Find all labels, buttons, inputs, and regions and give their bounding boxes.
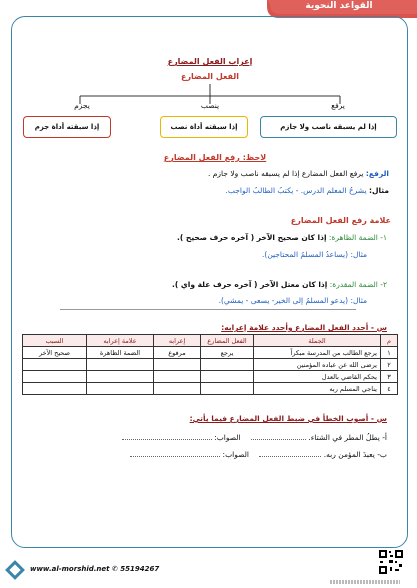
col-num: م xyxy=(381,335,398,347)
marfu-rule-prefix: الرفع: xyxy=(365,169,389,178)
row-sign[interactable] xyxy=(87,359,154,371)
row-verb[interactable] xyxy=(201,359,254,371)
item-a-answer-field[interactable] xyxy=(122,439,212,440)
table-header-row xyxy=(23,335,398,347)
exercise1-heading: س - أحدد الفعل المضارع وأحدد علامة إعرابه: xyxy=(221,323,387,332)
row-sign[interactable]: الضمة الظاهرة xyxy=(87,347,154,359)
box-nasb: إذا سبقته أداة نصب xyxy=(160,116,248,138)
footer-contact xyxy=(30,565,159,573)
item-a-text: أ- يطلُ المطر في الشتاء. xyxy=(308,433,387,442)
row-verb[interactable] xyxy=(201,383,254,395)
item-b-answer-field[interactable] xyxy=(130,456,220,457)
item-b-dots xyxy=(259,456,321,457)
alamat-heading: علامة رفع الفعل المضارع xyxy=(290,216,391,225)
row-verb[interactable] xyxy=(201,371,254,383)
row-sentence: يرجع الطالب من المدرسة مبكراً xyxy=(254,347,381,359)
exercise2-item-b xyxy=(37,450,387,459)
alamat-item2-example: مثال: (يدعو المسلمُ إلى الخير- يسعى - يمشي). xyxy=(218,296,367,305)
row-reason[interactable] xyxy=(23,359,87,371)
col-sentence: الجملة xyxy=(254,335,381,347)
branch-label-nasb: ينصب xyxy=(200,101,220,110)
box-jazm: إذا سبقته أداة جزم xyxy=(23,116,111,138)
row-sign[interactable] xyxy=(87,371,154,383)
alamat-item1-title: ١- الضمة الظاهرة: xyxy=(328,233,387,242)
row-verb[interactable]: يرجع xyxy=(201,347,254,359)
branch-label-jazm: يجزم xyxy=(74,101,90,110)
row-num: ١ xyxy=(381,347,398,359)
row-reason[interactable]: صحيح الآخر xyxy=(23,347,87,359)
row-num: ٤ xyxy=(381,383,398,395)
alamat-item2-title: ٢- الضمة المقدرة: xyxy=(329,280,387,289)
diagram-subtitle: الفعل المضارع xyxy=(180,72,239,81)
footer-fine-print xyxy=(330,580,400,584)
alamat-item2 xyxy=(37,280,387,289)
marfu-example xyxy=(29,186,389,195)
marfu-heading: لاحظ: رفع الفعل المضارع xyxy=(163,153,267,162)
row-case[interactable] xyxy=(154,359,201,371)
alamat-item1-text: إذا كان صحيح الآخر ( آخره حرف صحيح ). xyxy=(177,233,327,242)
marfu-rule-text: يرفع الفعل المضارع إذا لم يسبقه ناصب ولا جازم . xyxy=(207,169,364,178)
diagram-title: إعراب الفعل المضارع xyxy=(167,57,253,66)
logo-icon xyxy=(4,559,26,581)
col-sign: علامة إعرابه xyxy=(87,335,154,347)
col-verb: الفعل المضارع xyxy=(201,335,254,347)
exercise2-item-a xyxy=(37,433,387,442)
row-sentence: يحكم القاضي بالعدل xyxy=(254,371,381,383)
box-raf: إذا لم يسبقه ناصب ولا جازم xyxy=(260,116,397,138)
alamat-item2-text: إذا كان معتل الآخر ( آخره حرف علة واي ). xyxy=(172,280,328,289)
col-case: إعرابه xyxy=(154,335,201,347)
item-a-dots xyxy=(251,439,306,440)
col-reason: السبب xyxy=(23,335,87,347)
qr-code-icon[interactable] xyxy=(378,549,404,575)
item-a-answer-label: الصواب: xyxy=(214,433,241,442)
header-title: القواعد النحوية xyxy=(305,1,373,11)
table-row xyxy=(23,359,398,371)
marfu-example-label: مثال: xyxy=(368,186,389,195)
section-divider xyxy=(60,309,356,310)
table-row xyxy=(23,371,398,383)
marfu-example-2: - يكتبُ الطالبُ الواجب. xyxy=(225,186,299,195)
branch-label-raf: يرفع xyxy=(331,101,345,110)
exercise2-heading: س - أصوب الخطأ في ضبط الفعل المضارع فيما يأتي: xyxy=(189,414,387,423)
row-sentence: يناجي المسلم ربه xyxy=(254,383,381,395)
row-case[interactable]: مرفوع xyxy=(154,347,201,359)
row-sign[interactable] xyxy=(87,383,154,395)
table-row xyxy=(23,383,398,395)
table-row xyxy=(23,347,398,359)
whatsapp-icon: ✆ xyxy=(111,565,118,573)
footer-phone: 55194267 xyxy=(120,565,160,573)
row-num: ٢ xyxy=(381,359,398,371)
row-num: ٣ xyxy=(381,371,398,383)
analysis-table xyxy=(22,334,398,395)
alamat-item1 xyxy=(37,233,387,242)
row-case[interactable] xyxy=(154,383,201,395)
row-case[interactable] xyxy=(154,371,201,383)
marfu-rule xyxy=(29,169,389,178)
marfu-example-1: يشرحُ المعلم الدرس. xyxy=(300,186,367,195)
alamat-item1-example: مثال: (يساعدُ المسلمُ المحتاجين). xyxy=(262,250,367,259)
item-b-answer-label: الصواب: xyxy=(222,450,249,459)
footer-website[interactable]: www.al-morshid.net xyxy=(30,565,110,573)
item-b-text: ب- يعبدَ المؤمن ربه. xyxy=(323,450,387,459)
row-reason[interactable] xyxy=(23,383,87,395)
row-sentence: يرضى الله عن عباده المؤمنين xyxy=(254,359,381,371)
row-reason[interactable] xyxy=(23,371,87,383)
